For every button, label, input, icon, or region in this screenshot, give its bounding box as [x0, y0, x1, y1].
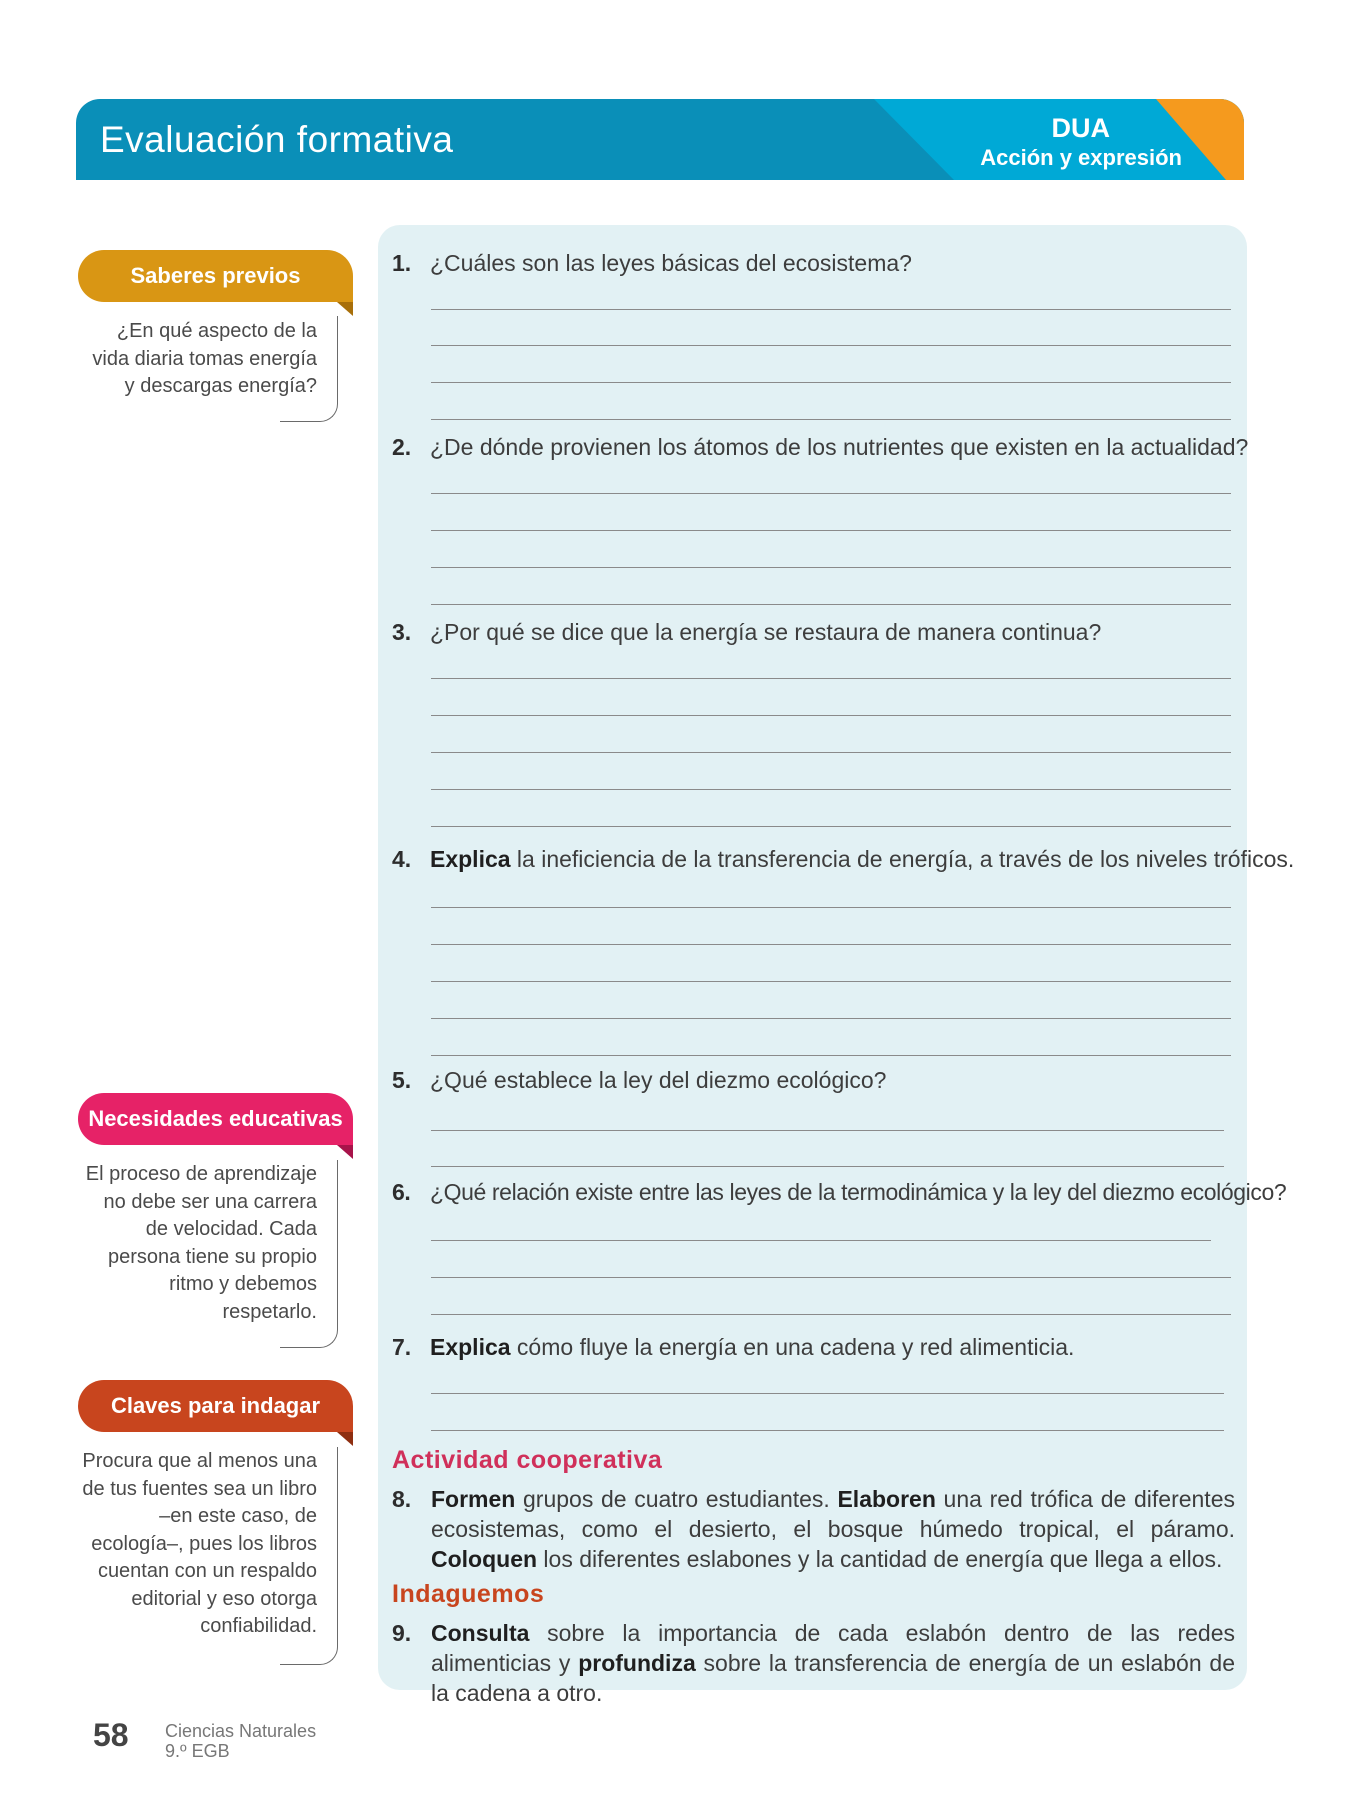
- page-number: 58: [93, 1717, 129, 1753]
- answer-line[interactable]: [431, 944, 1231, 945]
- question-2: [392, 434, 1248, 461]
- question-number: 3.: [392, 619, 412, 645]
- question-number: 5.: [392, 1067, 412, 1093]
- saberes-previos-tab: [78, 250, 353, 302]
- answer-line[interactable]: [431, 907, 1231, 908]
- activity-text: los diferentes eslabones y la cantidad de energía que llega a ellos.: [537, 1546, 1223, 1572]
- answer-line[interactable]: [431, 826, 1231, 827]
- answer-line[interactable]: [431, 1430, 1224, 1431]
- activity-text: grupos de cuatro estudiantes.: [515, 1486, 838, 1512]
- question-number: 6.: [392, 1179, 411, 1205]
- question-1: [392, 250, 912, 277]
- indaguemos-heading: Indaguemos: [392, 1580, 545, 1608]
- answer-line[interactable]: [431, 1314, 1231, 1315]
- question-3: [392, 619, 1101, 646]
- answer-line[interactable]: [431, 1130, 1224, 1131]
- answer-line[interactable]: [431, 1393, 1224, 1394]
- question-text: cómo fluye la energía en una cadena y red alimenticia.: [510, 1334, 1075, 1360]
- activity-text: sobre la transferencia de energía de un eslabón de la cadena a otro.: [431, 1650, 1235, 1706]
- answer-line[interactable]: [431, 678, 1231, 679]
- answer-line[interactable]: [431, 530, 1231, 531]
- activity-verb: profundiza: [578, 1650, 696, 1676]
- question-text: ¿De dónde provienen los átomos de los nutrientes que existen en la actualidad?: [430, 434, 1249, 460]
- actividad-cooperativa-heading: Actividad cooperativa: [392, 1446, 663, 1474]
- answer-line[interactable]: [431, 419, 1231, 420]
- question-number: 1.: [392, 250, 412, 276]
- answer-line[interactable]: [431, 493, 1231, 494]
- footer-subject-name: Ciencias Naturales: [165, 1721, 317, 1741]
- tab-fold: [337, 1145, 353, 1159]
- question-number: 4.: [392, 846, 412, 872]
- activity-number: 9.: [392, 1620, 412, 1646]
- answer-line[interactable]: [431, 981, 1231, 982]
- necesidades-educativas-tab: [78, 1093, 353, 1145]
- page-header: [76, 99, 1244, 180]
- answer-line[interactable]: [431, 1018, 1231, 1019]
- answer-line[interactable]: [431, 789, 1231, 790]
- activity-text: una red trófica de diferentes ecosistemas, como el desierto, el bosque húmedo tropical, el páramo.: [431, 1486, 1235, 1542]
- tab-fold: [337, 1432, 353, 1446]
- answer-line[interactable]: [431, 752, 1231, 753]
- question-text: ¿Qué relación existe entre las leyes de la termodinámica y la ley del diezmo ecológico?: [430, 1179, 1287, 1205]
- question-verb: Explica: [430, 1334, 511, 1360]
- question-text: ¿Cuáles son las leyes básicas del ecosistema?: [430, 250, 912, 276]
- question-text: la ineficiencia de la transferencia de energía, a través de los niveles tróficos.: [510, 846, 1295, 872]
- saberes-previos-title: Saberes previos: [130, 263, 301, 288]
- footer-grade: 9.º EGB: [165, 1741, 230, 1761]
- question-verb: Explica: [430, 846, 511, 872]
- answer-line[interactable]: [431, 382, 1231, 383]
- question-6: [392, 1179, 1286, 1206]
- answer-line[interactable]: [431, 309, 1231, 310]
- answer-line[interactable]: [431, 1166, 1224, 1167]
- claves-para-indagar-title: Claves para indagar: [110, 1393, 321, 1418]
- activity-verb: Coloquen: [431, 1546, 538, 1572]
- page-title: Evaluación formativa: [100, 119, 454, 160]
- question-5: [392, 1067, 886, 1094]
- saberes-previos-text: ¿En qué aspecto de la vida diaria tomas energía y descargas energía?: [92, 320, 317, 397]
- claves-para-indagar-text: Procura que al menos una de tus fuentes sea un libro –en este caso, de ecología–, pues los libros cuentan con un respaldo editorial y eso otorga confiabilidad.: [82, 1450, 317, 1637]
- question-text: ¿Por qué se dice que la energía se restaura de manera continua?: [430, 619, 1102, 645]
- footer-subject: [165, 1721, 316, 1761]
- question-7: [392, 1334, 1074, 1361]
- activity-text: sobre la importancia de cada eslabón dentro de las redes alimenticias y: [431, 1620, 1235, 1676]
- answer-line[interactable]: [431, 715, 1231, 716]
- dua-badge: [874, 99, 1244, 180]
- activity-9: [392, 1618, 1235, 1708]
- tab-fold: [337, 302, 353, 316]
- activity-verb: Elaboren: [837, 1486, 936, 1512]
- answer-line[interactable]: [431, 345, 1231, 346]
- activity-8: [392, 1484, 1235, 1574]
- activity-verb: Formen: [431, 1486, 516, 1512]
- activity-number: 8.: [392, 1486, 412, 1512]
- activity-verb: Consulta: [431, 1620, 530, 1646]
- necesidades-educativas-title: Necesidades educativas: [88, 1106, 343, 1131]
- answer-line[interactable]: [431, 604, 1231, 605]
- answer-line[interactable]: [431, 1055, 1231, 1056]
- answer-line[interactable]: [431, 1277, 1231, 1278]
- question-4: [392, 846, 1294, 873]
- claves-para-indagar-tab: [78, 1380, 353, 1432]
- answer-line[interactable]: [431, 1240, 1211, 1241]
- question-text: ¿Qué establece la ley del diezmo ecológico?: [430, 1067, 887, 1093]
- necesidades-educativas-text: El proceso de aprendizaje no debe ser una carrera de velocidad. Cada persona tiene su propio ritmo y debemos respetarlo.: [85, 1163, 317, 1323]
- answer-line[interactable]: [431, 567, 1231, 568]
- question-number: 7.: [392, 1334, 412, 1360]
- question-number: 2.: [392, 434, 412, 460]
- dua-title: DUA: [1051, 113, 1110, 143]
- dua-subtitle: Acción y expresión: [980, 145, 1182, 170]
